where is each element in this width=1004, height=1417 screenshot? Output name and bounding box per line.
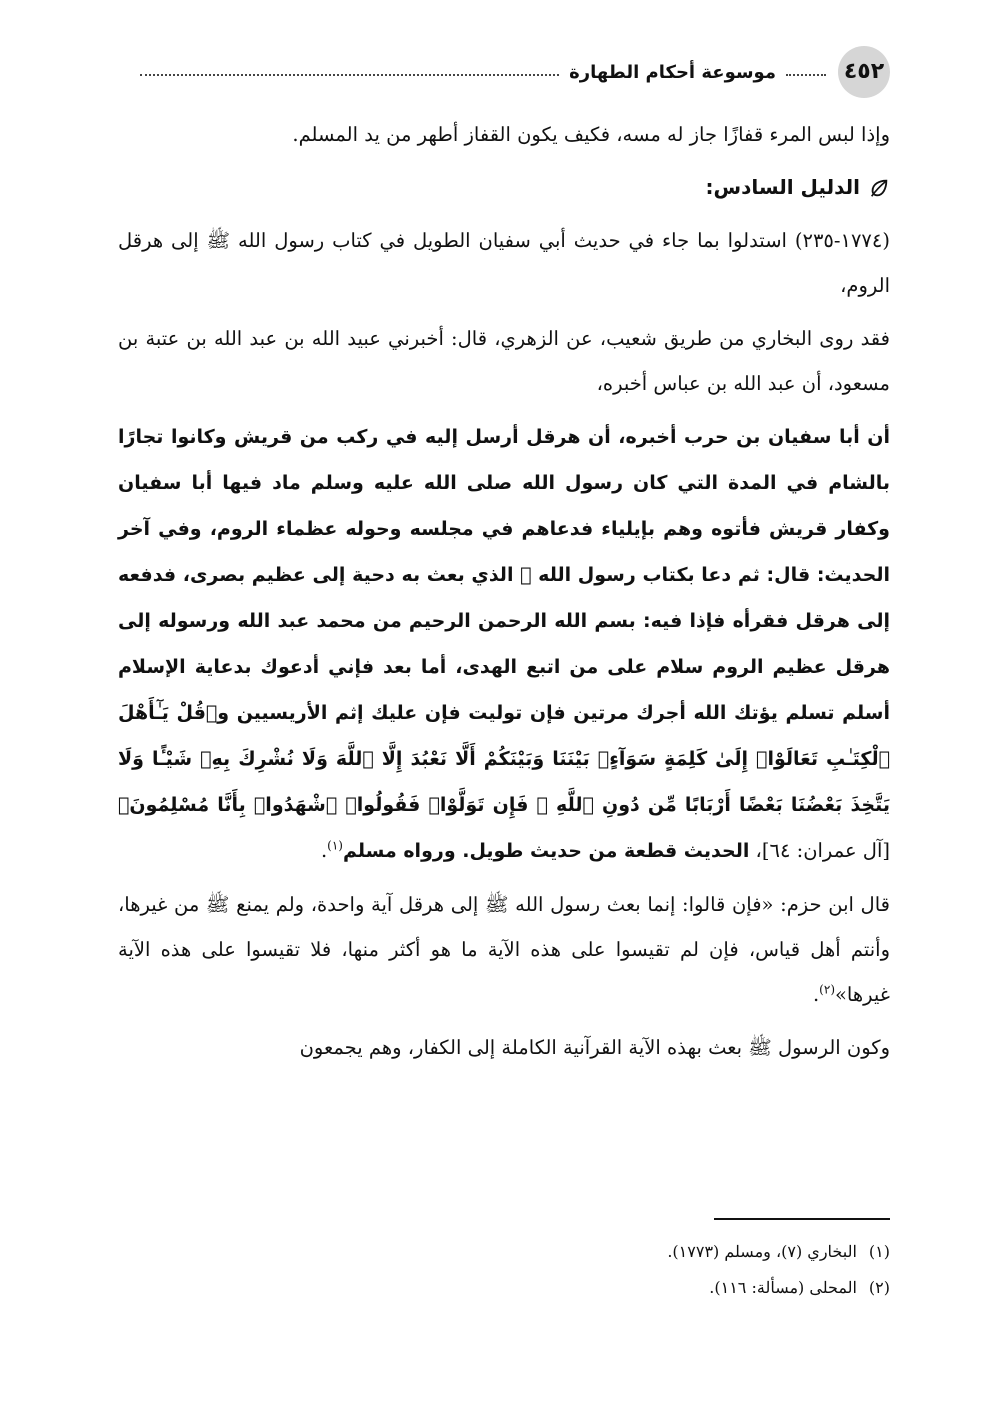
footnote-divider bbox=[714, 1218, 890, 1220]
section-heading-text: الدليل السادس: bbox=[705, 175, 860, 199]
footnote-number: (٢) bbox=[868, 1278, 890, 1297]
hadith-note: الحديث قطعة من حديث طويل. ورواه مسلم bbox=[342, 840, 750, 862]
footnote-text: البخاري (٧)، ومسلم (١٧٧٣). bbox=[667, 1242, 857, 1261]
section-heading bbox=[118, 165, 890, 210]
hadith-text: أن أبا سفيان بن حرب أخبره، أن هرقل أرسل إليه في ركب من قريش وكانوا تجارًا بالشام في المدة التي كان رسول الله صلى الله عليه وسلم ماد فيها أبا سفيان وكفار قريش فأتوه وهم بإيلياء فدعاهم في مجلسه وحوله عظماء الروم، وفي آخر الحديث: قال: ثم دعا بكتاب رسول الله ﷺ الذي بعث به دحية إلى عظيم بصرى، فدفعه إلى هرقل فقرأه فإذا فيه: بسم الله الرحمن الرحيم من محمد عبد الله ورسوله إلى هرقل عظيم الروم سلام على من اتبع الهدى، أما بعد فإني أدعوك بدعاية الإسلام أسلم تسلم يؤتك الله أجرك مرتين فإن توليت فإن عليك إثم الأريسيين و bbox=[118, 426, 891, 724]
header-dots-right bbox=[786, 74, 826, 76]
footnote-ref-2[interactable]: (٢) bbox=[819, 982, 835, 997]
paragraph-5 bbox=[118, 882, 890, 1017]
paragraph-1: وإذا لبس المرء قفازًا جاز له مسه، فكيف يكون القفاز أطهر من يد المسلم. bbox=[292, 123, 890, 146]
footnotes bbox=[118, 1234, 890, 1306]
header-dots-left bbox=[140, 74, 559, 76]
footnote-number: (١) bbox=[868, 1242, 890, 1261]
ibn-hazm-quote: قال ابن حزم: «فإن قالوا: إنما بعث رسول الله ﷺ إلى هرقل آية واحدة، ولم يمنع ﷺ من غيرها، وأنتم أهل قياس، فإن لم تقيسوا على هذه الآية ما هو أكثر منها، فلا تقيسوا على هذه الآية غيرها» bbox=[118, 893, 890, 1006]
verse-reference: [آل عمران: ٦٤]، bbox=[749, 839, 890, 862]
paragraph-4-end: . bbox=[320, 839, 328, 862]
footnote-ref-1[interactable]: (١) bbox=[327, 838, 343, 853]
quran-verse: ﴿قُلْ يَـٰٓأَهْلَ ٱلْكِتَـٰبِ تَعَالَوْا۟ إِلَىٰ كَلِمَةٍ سَوَآءٍۭ بَيْنَنَا وَبَيْنَكُمْ أَلَّا نَعْبُدَ إِلَّا ٱللَّهَ وَلَا نُشْرِكَ بِهِۦ شَيْـًٔا وَلَا يَتَّخِذَ بَعْضُنَا بَعْضًا أَرْبَابًا مِّن دُونِ ٱللَّهِ ۚ فَإِن تَوَلَّوْا۟ فَقُولُوا۟ ٱشْهَدُوا۟ بِأَنَّا مُسْلِمُونَ﴾ bbox=[118, 702, 890, 816]
page-number: ٤٥٢ bbox=[838, 46, 890, 98]
footnote-text: المحلى (مسألة: ١١٦). bbox=[709, 1278, 857, 1297]
header-title: موسوعة أحكام الطهارة bbox=[569, 61, 776, 83]
paragraph-6: وكون الرسول ﷺ بعث بهذه الآية القرآنية الكاملة إلى الكفار، وهم يجمعون bbox=[299, 1036, 890, 1059]
page-header bbox=[140, 46, 890, 98]
footnote-2 bbox=[118, 1270, 890, 1306]
main-text bbox=[118, 112, 890, 1078]
paragraph-4 bbox=[118, 414, 890, 874]
paragraph-3: فقد روى البخاري من طريق شعيب، عن الزهري، قال: أخبرني عبيد الله بن عبد الله بن عتبة بن مسعود، أن عبد الله بن عباس أخبره، bbox=[118, 327, 890, 395]
paragraph-5-end: . bbox=[812, 983, 820, 1006]
header-title-row bbox=[140, 46, 826, 98]
leaf-ornament-icon bbox=[868, 177, 890, 199]
footnote-1 bbox=[118, 1234, 890, 1270]
paragraph-2: (١٧٧٤-٢٣٥) استدلوا بما جاء في حديث أبي سفيان الطويل في كتاب رسول الله ﷺ إلى هرقل الروم، bbox=[118, 229, 890, 297]
